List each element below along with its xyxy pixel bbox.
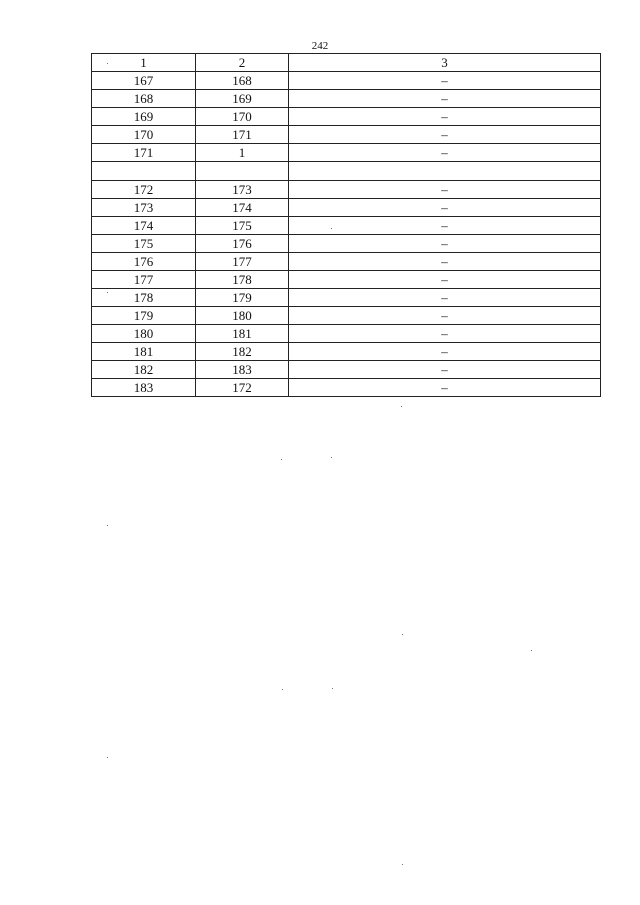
table-cell: 170: [92, 126, 196, 144]
table-cell: –: [289, 144, 601, 162]
table-cell: 172: [92, 181, 196, 199]
data-table: [91, 53, 601, 397]
table-cell: 179: [92, 307, 196, 325]
table-row: [92, 126, 601, 144]
table-row: [92, 289, 601, 307]
table-cell: 174: [196, 199, 289, 217]
scan-speck: [107, 63, 108, 64]
table-cell: 168: [92, 90, 196, 108]
table-cell: [196, 162, 289, 181]
table-cell: –: [289, 253, 601, 271]
table-row: [92, 72, 601, 90]
table-cell: 176: [92, 253, 196, 271]
table-row: [92, 144, 601, 162]
scan-speck: [531, 650, 532, 651]
column-header: 2: [196, 54, 289, 72]
table-cell: –: [289, 271, 601, 289]
scan-speck: [402, 864, 403, 865]
table-row: [92, 253, 601, 271]
table-cell: 178: [92, 289, 196, 307]
table-cell: 176: [196, 235, 289, 253]
scan-speck: [107, 292, 108, 293]
table-cell: 177: [92, 271, 196, 289]
table-cell: [92, 162, 196, 181]
scan-speck: [331, 457, 332, 458]
table-row: [92, 217, 601, 235]
table-cell: –: [289, 108, 601, 126]
table-cell: 167: [92, 72, 196, 90]
table-cell: [289, 162, 601, 181]
table-cell: –: [289, 325, 601, 343]
table-row: [92, 181, 601, 199]
scan-speck: [401, 406, 402, 407]
table-cell: 183: [196, 361, 289, 379]
table-cell: 173: [92, 199, 196, 217]
table-cell: –: [289, 72, 601, 90]
table-cell: –: [289, 217, 601, 235]
table-cell: –: [289, 307, 601, 325]
table-cell: 170: [196, 108, 289, 126]
table-cell: 169: [196, 90, 289, 108]
table-cell: 174: [92, 217, 196, 235]
table-cell: 182: [92, 361, 196, 379]
table-cell: 180: [196, 307, 289, 325]
scan-speck: [107, 525, 108, 526]
table-cell: 173: [196, 181, 289, 199]
table-cell: 179: [196, 289, 289, 307]
table-cell: 175: [196, 217, 289, 235]
table-cell: 1: [196, 144, 289, 162]
table-row: [92, 90, 601, 108]
table-row: [92, 343, 601, 361]
table-cell: –: [289, 126, 601, 144]
scan-speck: [107, 757, 108, 758]
table-cell: –: [289, 199, 601, 217]
table-cell: 180: [92, 325, 196, 343]
table-cell: 175: [92, 235, 196, 253]
table-row: [92, 325, 601, 343]
table-cell: 171: [92, 144, 196, 162]
table-cell: 182: [196, 343, 289, 361]
table-row: [92, 108, 601, 126]
table-row: [92, 162, 601, 181]
table-row: [92, 307, 601, 325]
scan-speck: [332, 688, 333, 689]
table-row: [92, 379, 601, 397]
table-cell: 172: [196, 379, 289, 397]
scan-speck: [281, 459, 282, 460]
table-row: [92, 361, 601, 379]
table-row: [92, 235, 601, 253]
table-body: [92, 72, 601, 397]
table-cell: –: [289, 379, 601, 397]
table-cell: –: [289, 181, 601, 199]
table-cell: 168: [196, 72, 289, 90]
table-cell: 181: [92, 343, 196, 361]
table-cell: –: [289, 235, 601, 253]
scan-speck: [402, 634, 403, 635]
page-number: 242: [311, 40, 329, 52]
column-header: 1: [92, 54, 196, 72]
table-cell: –: [289, 361, 601, 379]
table-cell: –: [289, 289, 601, 307]
table-cell: 169: [92, 108, 196, 126]
table-row: [92, 271, 601, 289]
table-cell: 183: [92, 379, 196, 397]
table-cell: 178: [196, 271, 289, 289]
table-cell: 181: [196, 325, 289, 343]
table-cell: –: [289, 90, 601, 108]
scan-speck: [331, 228, 332, 229]
scan-speck: [282, 689, 283, 690]
table-cell: 171: [196, 126, 289, 144]
table-cell: 177: [196, 253, 289, 271]
table-row: [92, 199, 601, 217]
column-header: 3: [289, 54, 601, 72]
table-header-row: [92, 54, 601, 72]
table-cell: –: [289, 343, 601, 361]
